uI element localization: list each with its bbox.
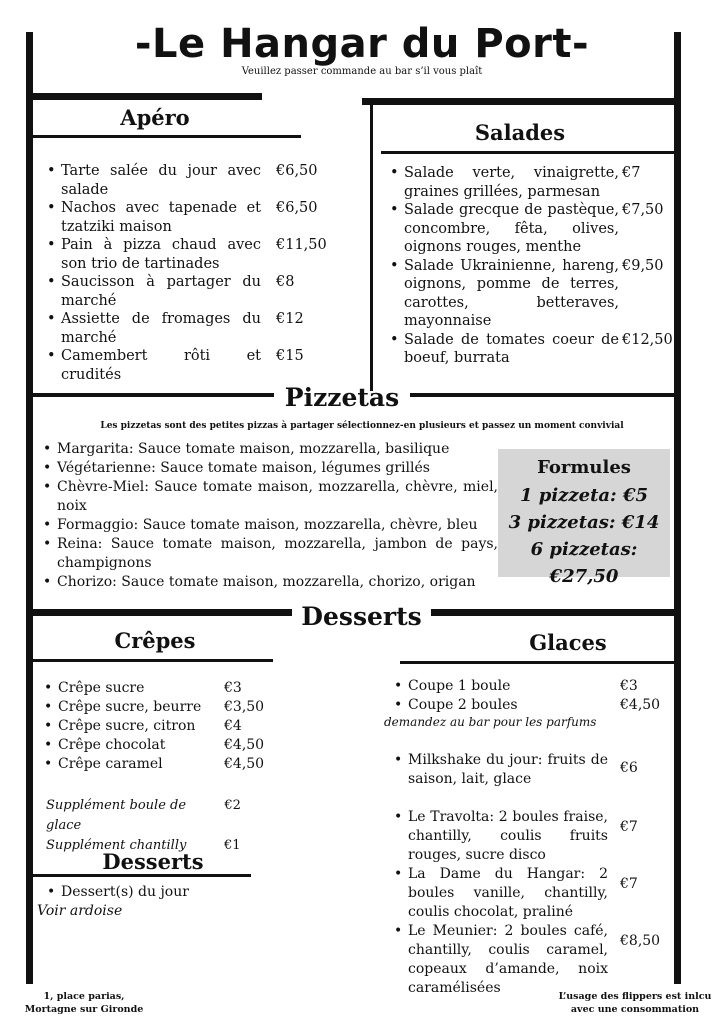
list-item: • Dessert(s) du jour bbox=[47, 883, 267, 902]
supplements bbox=[46, 796, 276, 856]
list-item: • Le Meunier: 2 boules café, chantilly, coulis caramel, copeaux d’amande, noix caramélisées €8,50 bbox=[394, 922, 670, 998]
list-item: • Salade grecque de pastèque, concombre, fêta, olives, oignons rouges, menthe €7,50 bbox=[390, 201, 672, 257]
formules-title: Formules bbox=[537, 457, 631, 478]
divider-desserts-left bbox=[33, 609, 292, 616]
desserts-list bbox=[47, 883, 267, 902]
list-item: • Formaggio: Sauce tomate maison, mozzarella, chèvre, bleu bbox=[43, 516, 498, 535]
list-item: • Crêpe caramel €4,50 bbox=[44, 755, 276, 774]
list-item: • Salade Ukrainienne, hareng, oignons, pomme de terres, carottes, betteraves, mayonnaise €9,50 bbox=[390, 257, 672, 331]
pizzetas-list bbox=[43, 440, 498, 592]
address bbox=[20, 990, 148, 1016]
coupes-list bbox=[394, 677, 670, 715]
divider-top-left bbox=[33, 93, 262, 100]
glaces-heading: Glaces bbox=[529, 630, 607, 655]
restaurant-title: -Le Hangar du Port- bbox=[134, 21, 590, 67]
formules-box bbox=[498, 449, 670, 587]
supplement-row: Supplément boule de glace €2 bbox=[46, 798, 241, 833]
list-item: • Le Travolta: 2 boules fraise, chantilly, coulis fruits rouges, sucre disco €7 bbox=[394, 808, 670, 865]
list-item: • Chèvre-Miel: Sauce tomate maison, mozzarella, chèvre, miel, noix bbox=[43, 478, 498, 516]
address-line: 1, place parias, bbox=[43, 991, 125, 1002]
divider-desserts-right bbox=[431, 609, 674, 616]
list-item: • Reina: Sauce tomate maison, mozzarella, jambon de pays, champignons bbox=[43, 535, 498, 573]
list-item: • Saucisson à partager du marché €8 bbox=[47, 273, 322, 310]
crepes-list bbox=[44, 679, 276, 774]
divider-pizzetas-right bbox=[410, 393, 674, 397]
flippers-line: L’usage des flippers est inlcu bbox=[558, 991, 712, 1002]
apero-underline bbox=[33, 135, 301, 138]
address-line: Mortagne sur Gironde bbox=[24, 1004, 144, 1015]
list-item: • Coupe 2 boules €4,50 bbox=[394, 696, 670, 715]
right-border bbox=[674, 32, 681, 984]
divider-pizzetas-left bbox=[33, 393, 274, 397]
list-item: • Margarita: Sauce tomate maison, mozzarella, basilique bbox=[43, 440, 498, 459]
crepes-underline bbox=[33, 659, 273, 662]
salades-underline bbox=[381, 151, 674, 154]
list-item: • Crêpe chocolat €4,50 bbox=[44, 736, 276, 755]
desserts-sub-underline bbox=[33, 874, 251, 877]
formule-offer: 1 pizzeta: €5 bbox=[519, 485, 649, 506]
specials-list bbox=[394, 808, 670, 998]
apero-heading: Apéro bbox=[120, 105, 190, 130]
desserts-main-heading: Desserts bbox=[301, 602, 422, 631]
list-item: • Crêpe sucre €3 bbox=[44, 679, 276, 698]
list-item: • Salade de tomates coeur de boeuf, burrata €12,50 bbox=[390, 331, 672, 368]
salades-list bbox=[390, 164, 672, 368]
list-item: • Végétarienne: Sauce tomate maison, légumes grillés bbox=[43, 459, 498, 478]
list-item: • Milkshake du jour: fruits de saison, lait, glace €6 bbox=[394, 751, 670, 789]
divider-salades-vertical bbox=[370, 104, 373, 391]
formule-offer: 6 pizzetas: €27,50 bbox=[530, 539, 638, 587]
list-item: • Nachos avec tapenade et tzatziki maison €6,50 bbox=[47, 199, 322, 236]
coupes-note: demandez au bar pour les parfums bbox=[384, 715, 597, 729]
salades-heading: Salades bbox=[474, 120, 566, 145]
list-item: • Camembert rôti et crudités €15 bbox=[47, 347, 322, 384]
glaces-underline bbox=[400, 661, 674, 664]
pizzetas-heading: Pizzetas bbox=[284, 383, 400, 412]
desserts-sub-heading: Desserts bbox=[102, 849, 204, 874]
crepes-heading: Crêpes bbox=[114, 628, 196, 653]
list-item: • Assiette de fromages du marché €12 bbox=[47, 310, 322, 347]
flippers-line: avec une consommation bbox=[570, 1004, 700, 1015]
list-item: • La Dame du Hangar: 2 boules vanille, chantilly, coulis chocolat, praliné €7 bbox=[394, 865, 670, 922]
left-border bbox=[26, 32, 33, 984]
flippers-note bbox=[550, 990, 720, 1016]
supplement-row: Supplément chantilly €1 bbox=[46, 838, 241, 853]
list-item: • Chorizo: Sauce tomate maison, mozzarella, chorizo, origan bbox=[43, 573, 498, 592]
list-item: • Pain à pizza chaud avec son trio de tartinades €11,50 bbox=[47, 236, 322, 273]
list-item: • Crêpe sucre, beurre €3,50 bbox=[44, 698, 276, 717]
apero-list bbox=[47, 162, 327, 384]
pizzetas-note: Les pizzetas sont des petites pizzas à partager sélectionnez-en plusieurs et passez un moment convivial bbox=[100, 421, 624, 431]
divider-top-right bbox=[362, 98, 674, 105]
list-item: • Coupe 1 boule €3 bbox=[394, 677, 670, 696]
list-item: • Salade verte, vinaigrette, graines grillées, parmesan €7 bbox=[390, 164, 672, 201]
list-item: • Crêpe sucre, citron €4 bbox=[44, 717, 276, 736]
formule-offer: 3 pizzetas: €14 bbox=[508, 512, 660, 533]
order-at-bar-note: Veuillez passer commande au bar s’il vous plaît bbox=[241, 66, 483, 77]
list-item: • Tarte salée du jour avec salade €6,50 bbox=[47, 162, 322, 199]
voir-ardoise-note: Voir ardoise bbox=[37, 903, 123, 919]
milkshake-list bbox=[394, 751, 670, 789]
